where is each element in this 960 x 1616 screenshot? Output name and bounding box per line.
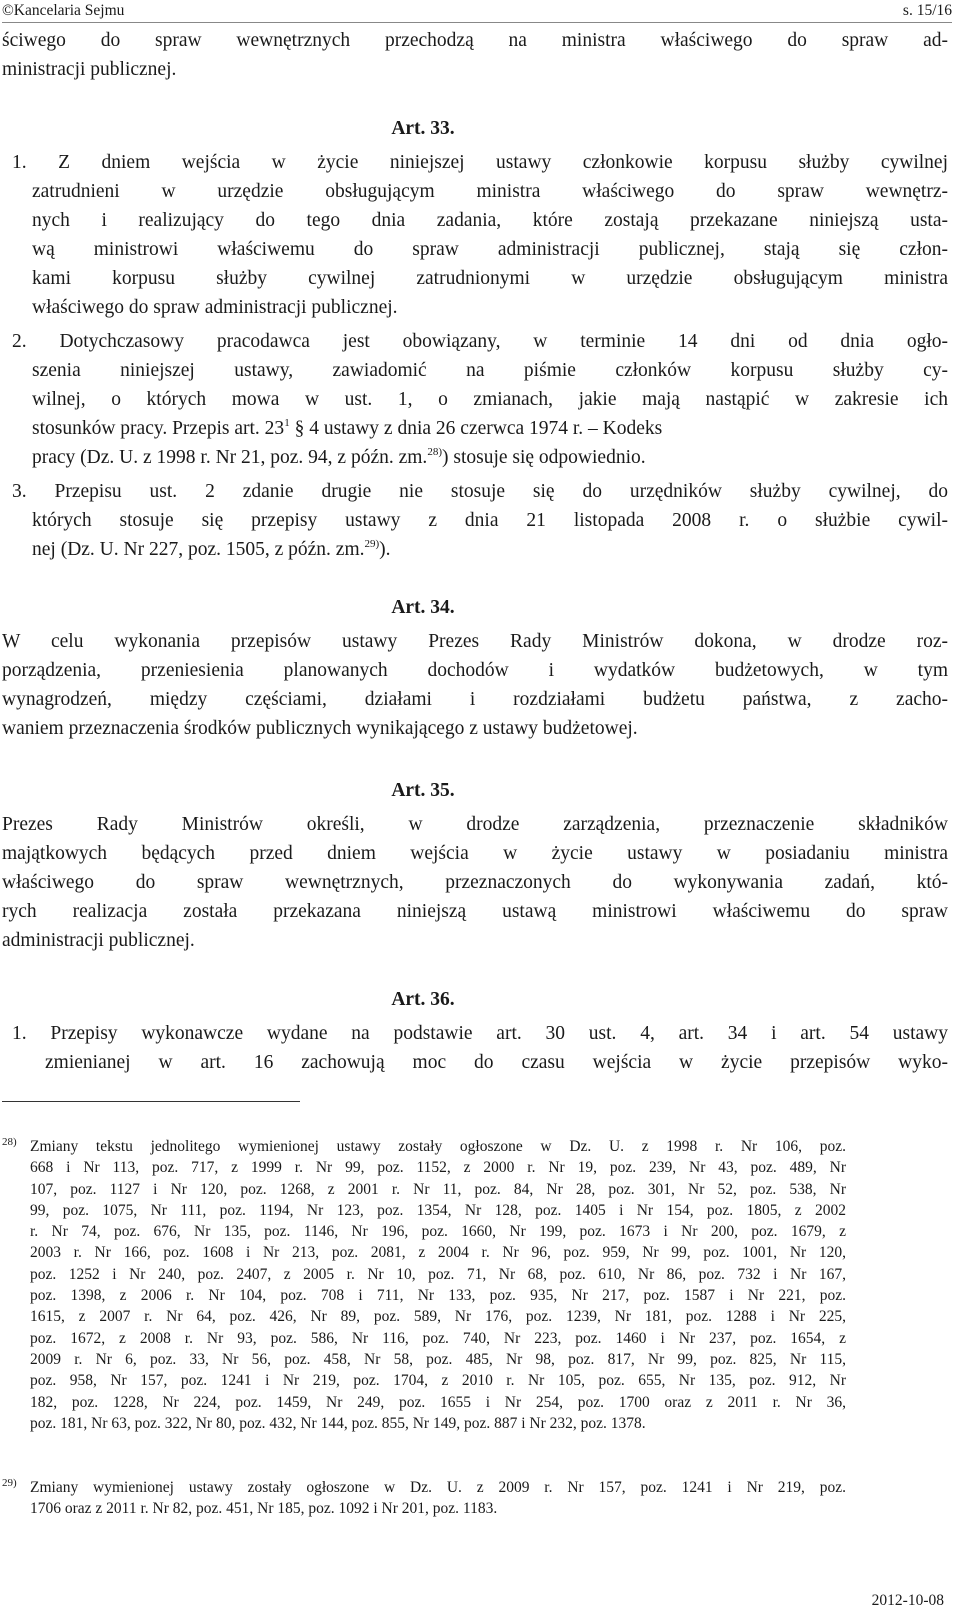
text-line: zatrudnieni w urzędzie obsługującym ministra właściwego do spraw wewnętrz- [32, 181, 948, 202]
text-line: W celu wykonania przepisów ustawy Prezes Rady Ministrów dokona, w drodze roz- [2, 631, 948, 652]
article-heading-36: Art. 36. [391, 989, 455, 1010]
text-line: porządzenia, przeniesienia planowanych dochodów i wydatków budżetowych, w tym [2, 660, 948, 681]
footnote-line: poz. 1252 i Nr 240, poz. 2407, z 2005 r. Nr 10, poz. 71, Nr 68, poz. 610, Nr 86, poz. 732 i Nr 167, [30, 1265, 846, 1283]
text-fragment: ) stosuje się odpowiednio. [441, 447, 646, 468]
text-line: 2. Dotychczasowy pracodawca jest obowiązany, w terminie 14 dni od dnia ogło- [12, 331, 948, 352]
footnote-line: 2003 r. Nr 166, poz. 1608 i Nr 213, poz. 2081, z 2004 r. Nr 96, poz. 959, Nr 99, poz. 1001, Nr 120, [30, 1244, 846, 1262]
text-line [32, 417, 948, 441]
text-line: wynagrodzeń, między częściami, działami i rozdziałami budżetu państwa, z zacho- [2, 689, 948, 710]
text-line: wą ministrowi właściwemu do spraw administracji publicznej, stają się człon- [32, 239, 948, 260]
text-line: administracji publicznej. [2, 930, 195, 951]
text-line: których stosuje się przepisy ustawy z dnia 21 listopada 2008 r. o służbie cywil- [32, 510, 948, 531]
footnote-separator [2, 1101, 300, 1102]
text-fragment: pracy (Dz. U. z 1998 r. Nr 21, poz. 94, z późn. zm. [32, 447, 428, 468]
superscript: 1 [284, 417, 290, 429]
text-fragment: § 4 ustawy z dnia 26 czerwca 1974 r. – Kodeks [289, 418, 663, 439]
footnote-line: poz. 1398, z 2006 r. Nr 104, poz. 708 i 711, Nr 133, poz. 935, Nr 217, poz. 1587 i Nr 221, poz. [30, 1287, 846, 1305]
footnote-body [30, 1136, 846, 1434]
text-line: nych i realizujący do tego dnia zadania, które zostają przekazane niniejszą usta- [32, 210, 948, 231]
text-fragment: stosunków pracy. Przepis art. 23 [32, 418, 285, 439]
footnote-mark: 29) [2, 1477, 17, 1489]
text-line: ministracji publicznej. [2, 59, 177, 80]
footnote-line: 668 i Nr 113, poz. 717, z 1999 r. Nr 99, poz. 1152, z 2000 r. Nr 19, poz. 239, Nr 43, poz. 489, Nr [30, 1159, 846, 1177]
document-date: 2012-10-08 [871, 1592, 944, 1609]
article-heading-34: Art. 34. [391, 597, 455, 618]
text-line: wilnej, o których mowa w ust. 1, o zmianach, jakie mają nastąpić w zakresie ich [32, 389, 948, 410]
text-line: szenia niniejszej ustawy, zawiadomić na piśmie członków korpusu służby cy- [32, 360, 948, 381]
text-line: 1. Z dniem wejścia w życie niniejszej ustawy członkowie korpusu służby cywilnej [12, 152, 948, 173]
article-heading-35: Art. 35. [391, 780, 455, 801]
footnote-line: Zmiany tekstu jednolitego wymienionej ustawy zostały ogłoszone w Dz. U. z 1998 r. Nr 106, poz. [30, 1138, 846, 1155]
text-line: rych realizacja została przekazana niniejszą ustawą ministrowi właściwemu do spraw [2, 901, 948, 922]
text-line: 3. Przepisu ust. 2 zdanie drugie nie stosuje się do urzędników służby cywilnej, do [12, 481, 948, 502]
text-fragment: ). [379, 539, 391, 560]
text-line: kami korpusu służby cywilnej zatrudnionymi w urzędzie obsługującym ministra [32, 268, 948, 289]
text-line: zmienianej w art. 16 zachowują moc do czasu wejścia w życie przepisów wyko- [45, 1052, 948, 1073]
text-line [32, 538, 391, 562]
footnote-line: 1615, z 2007 r. Nr 64, poz. 426, Nr 89, poz. 589, Nr 176, poz. 1239, Nr 181, poz. 1288 i Nr 225, [30, 1308, 846, 1326]
text-line: ściwego do spraw wewnętrznych przechodzą na ministra właściwego do spraw ad- [2, 30, 948, 51]
text-line: Prezes Rady Ministrów określi, w drodze zarządzenia, przeznaczenie składników [2, 814, 948, 835]
footnote-line: 1706 oraz z 2011 r. Nr 82, poz. 451, Nr 185, poz. 1092 i Nr 201, poz. 1183. [30, 1500, 498, 1518]
text-line: właściwego do spraw wewnętrznych, przeznaczonych do wykonywania zadań, któ- [2, 872, 948, 893]
header-publisher: ©Kancelaria Sejmu [2, 2, 125, 19]
footnote-line: poz. 181, Nr 63, poz. 322, Nr 80, poz. 432, Nr 144, poz. 855, Nr 149, poz. 887 i Nr 232, poz. 1378. [30, 1414, 646, 1432]
footnote-ref-28: 28) [427, 446, 442, 458]
text-line: właściwego do spraw administracji publicznej. [32, 297, 398, 318]
footnote-line: Zmiany wymienionej ustawy zostały ogłoszone w Dz. U. z 2009 r. Nr 157, poz. 1241 i Nr 219, poz. [30, 1479, 846, 1496]
footnote-mark: 28) [2, 1136, 17, 1148]
footnote-body [30, 1477, 846, 1520]
text-fragment: nej (Dz. U. Nr 227, poz. 1505, z późn. zm. [32, 539, 365, 560]
text-line: 1. Przepisy wykonawcze wydane na podstawie art. 30 ust. 4, art. 34 i art. 54 ustawy [12, 1023, 948, 1044]
text-line [32, 446, 646, 470]
header-page-number: s. 15/16 [902, 2, 952, 19]
footnote-line: poz. 1672, z 2008 r. Nr 93, poz. 586, Nr 116, poz. 740, Nr 223, poz. 1460 i Nr 237, poz. 1654, z [30, 1329, 846, 1347]
article-heading-33: Art. 33. [391, 118, 455, 139]
footnote-ref-29: 29) [364, 538, 380, 550]
footnote-line: r. Nr 74, poz. 676, Nr 135, poz. 1146, Nr 196, poz. 1660, Nr 199, poz. 1673 i Nr 200, poz. 1679, z [30, 1223, 846, 1241]
page-header [2, 0, 952, 23]
footnote-line: 107, poz. 1127 i Nr 120, poz. 1268, z 2001 r. Nr 11, poz. 84, Nr 28, poz. 301, Nr 52, poz. 538, Nr [30, 1180, 846, 1198]
text-line: waniem przeznaczenia środków publicznych wynikającego z ustawy budżetowej. [2, 718, 638, 739]
footnote-line: 2009 r. Nr 6, poz. 33, Nr 56, poz. 458, Nr 58, poz. 485, Nr 98, poz. 817, Nr 99, poz. 825, Nr 115, [30, 1350, 846, 1368]
footnote-line: 182, poz. 1228, Nr 224, poz. 1459, Nr 249, poz. 1655 i Nr 254, poz. 1700 oraz z 2011 r. Nr 36, [30, 1393, 846, 1411]
footnote-line: 99, poz. 1075, Nr 111, poz. 1194, Nr 123, poz. 1354, Nr 128, poz. 1405 i Nr 154, poz. 1805, z 2002 [30, 1201, 846, 1219]
text-line: majątkowych będących przed dniem wejścia w życie ustawy w posiadaniu ministra [2, 843, 948, 864]
footnote-line: poz. 958, Nr 157, poz. 1241 i Nr 219, poz. 1704, z 2010 r. Nr 105, poz. 655, Nr 135, poz. 912, Nr [30, 1372, 846, 1390]
